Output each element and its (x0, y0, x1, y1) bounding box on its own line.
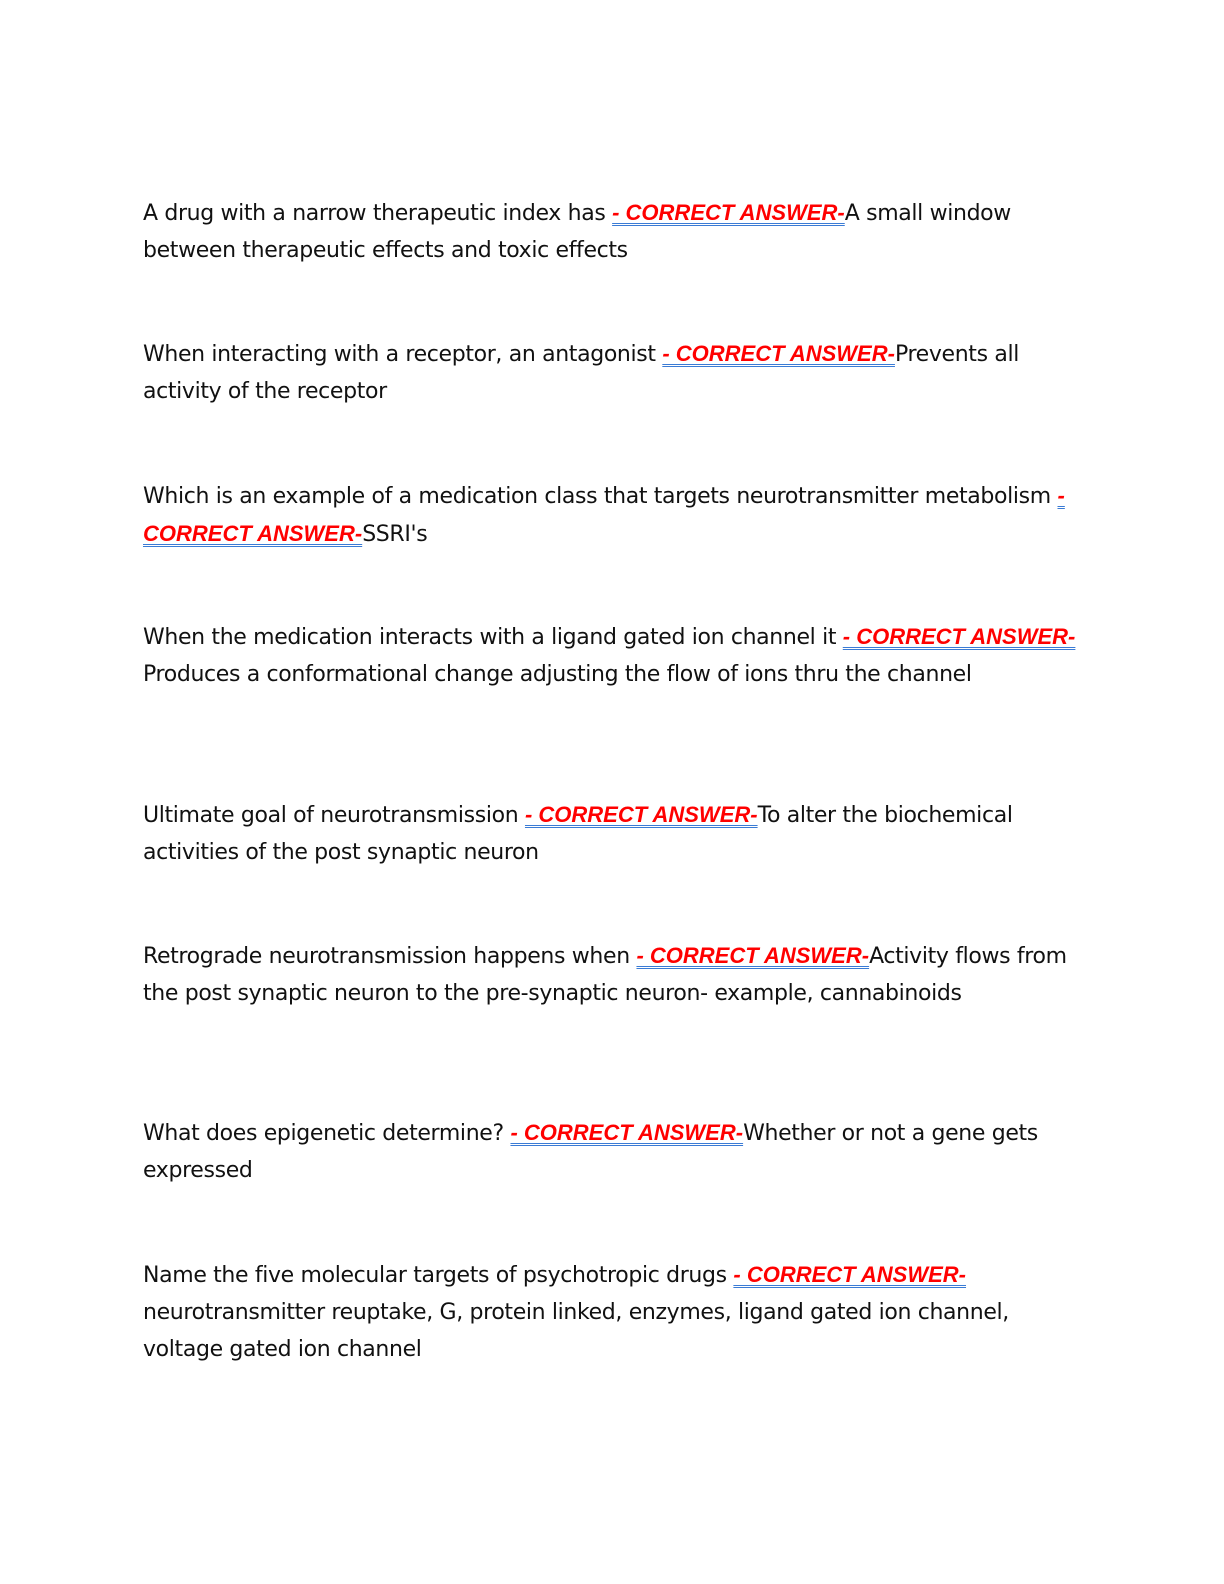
correct-answer-marker: - CORRECT ANSWER- (662, 341, 895, 366)
question-text: Name the five molecular targets of psychotropic drugs (143, 1263, 734, 1288)
qa-item (143, 618, 1083, 693)
question-text: Which is an example of a medication class that targets neurotransmitter metabolism (143, 484, 1058, 509)
answer-text: A small window between therapeutic effects and toxic effects (143, 201, 1011, 263)
question-text: Ultimate goal of neurotransmission (143, 803, 525, 828)
question-text: A drug with a narrow therapeutic index has (143, 201, 613, 226)
qa-item (143, 194, 1083, 269)
answer-text: Produces a conformational change adjusting the flow of ions thru the channel (143, 662, 972, 687)
correct-answer-marker: - CORRECT ANSWER- (612, 200, 845, 225)
answer-text: To alter the biochemical activities of the post synaptic neuron (143, 803, 1013, 865)
answer-text: Whether or not a gene gets expressed (143, 1121, 1038, 1183)
qa-item (143, 1256, 1083, 1368)
answer-text: SSRI's (362, 522, 428, 547)
qa-item (143, 1114, 1083, 1189)
correct-answer-marker: - CORRECT ANSWER- (636, 943, 870, 968)
question-text: What does epigenetic determine? (143, 1121, 511, 1146)
qa-item (143, 796, 1083, 871)
question-text: Retrograde neurotransmission happens when (143, 944, 637, 969)
qa-item (143, 937, 1083, 1012)
correct-answer-marker: - CORRECT ANSWER- (733, 1262, 967, 1287)
question-text: When interacting with a receptor, an antagonist (143, 342, 663, 367)
answer-text: Prevents all activity of the receptor (143, 342, 1019, 404)
qa-item (143, 477, 1083, 553)
correct-answer-marker: - CORRECT ANSWER- (524, 802, 758, 827)
question-text: When the medication interacts with a ligand gated ion channel it (143, 625, 843, 650)
answer-text: neurotransmitter reuptake, G, protein linked, enzymes, ligand gated ion channel, voltage gated ion channel (143, 1300, 1009, 1362)
correct-answer-marker: - CORRECT ANSWER- (842, 624, 1076, 649)
qa-item (143, 335, 1083, 410)
answer-text: Activity flows from the post synaptic neuron to the pre-synaptic neuron- example, cannabinoids (143, 944, 1067, 1006)
correct-answer-marker: - CORRECT ANSWER- (510, 1120, 744, 1145)
correct-answer-marker: - CORRECT ANSWER- (143, 483, 1065, 546)
